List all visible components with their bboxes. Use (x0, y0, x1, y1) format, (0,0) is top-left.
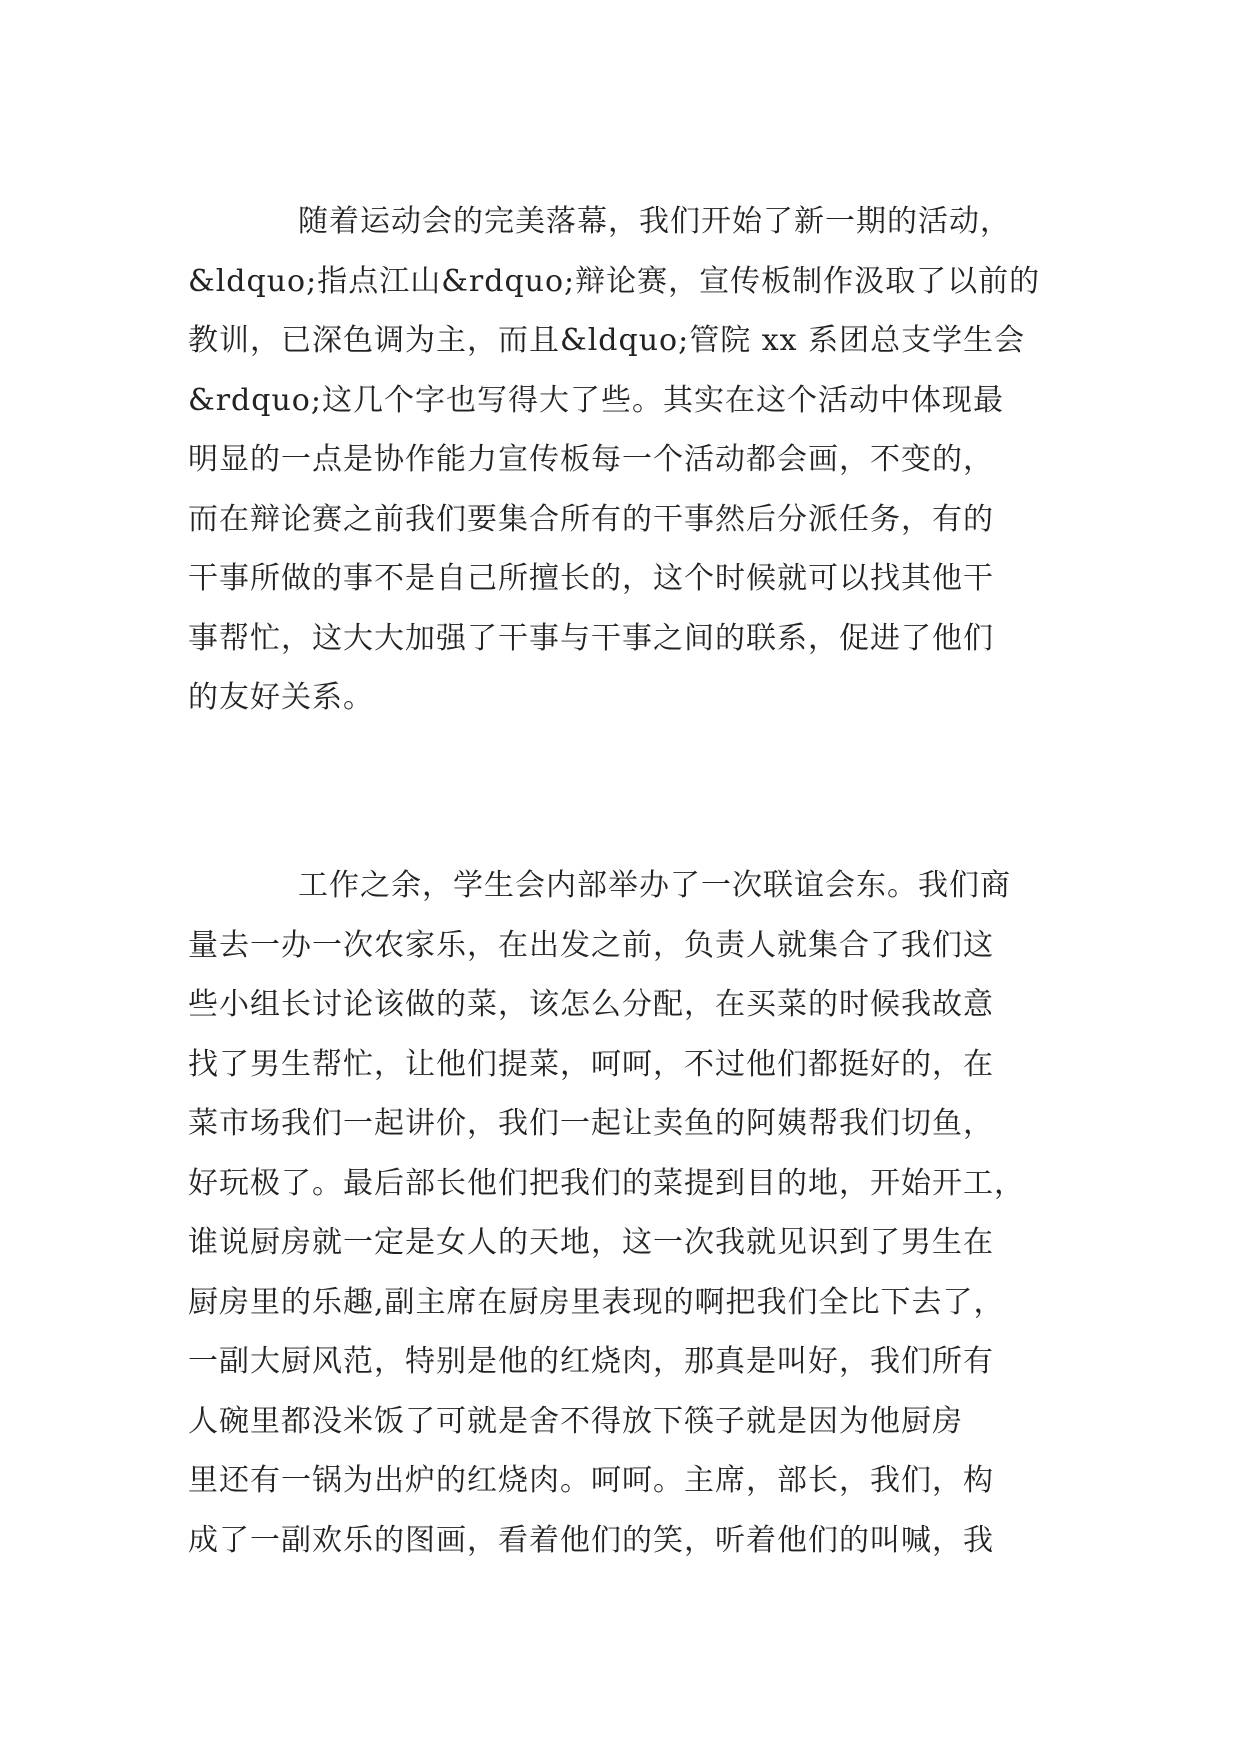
text-line: 而在辩论赛之前我们要集合所有的干事然后分派任务，有的 (188, 501, 994, 537)
text-line: 些小组长讨论该做的菜，该怎么分配，在买菜的时候我故意 (188, 987, 994, 1022)
text-line: 成了一副欢乐的图画，看着他们的笑，听着他们的叫喊，我 (188, 1522, 994, 1558)
text-line: 明显的一点是协作能力宣传板每一个活动都会画，不变的， (188, 442, 994, 477)
text-line: 找了男生帮忙，让他们提菜，呵呵，不过他们都挺好的，在 (188, 1046, 994, 1082)
text-line: 好玩极了。最后部长他们把我们的菜提到目的地，开始开工， (188, 1165, 1025, 1201)
text-line: 教训，已深色调为主，而且&ldquo;管院 xx 系团总支学生会 (188, 323, 1026, 358)
text-line: 的友好关系。 (188, 680, 374, 715)
text-line: 人碗里都没米饭了可就是舍不得放下筷子就是因为他厨房 (188, 1403, 963, 1439)
paragraph-social-gathering (188, 856, 1068, 1570)
text-line: 里还有一锅为出炉的红烧肉。呵呵。主席，部长，我们，构 (188, 1463, 994, 1498)
text-line: 事帮忙，这大大加强了干事与干事之间的联系，促进了他们 (188, 620, 994, 656)
paragraph-sports-meet (188, 192, 1068, 728)
text-line: 随着运动会的完美落幕，我们开始了新一期的活动， (298, 204, 1011, 239)
text-line: 干事所做的事不是自己所擅长的，这个时候就可以找其他干 (188, 561, 994, 596)
text-line: 菜市场我们一起讲价，我们一起让卖鱼的阿姨帮我们切鱼， (188, 1106, 994, 1141)
text-line: &rdquo;这几个字也写得大了些。其实在这个活动中体现最 (188, 382, 1004, 418)
text-line: 一副大厨风范，特别是他的红烧肉，那真是叫好，我们所有 (188, 1344, 994, 1379)
text-line: 厨房里的乐趣,副主席在厨房里表现的啊把我们全比下去了， (188, 1284, 1005, 1320)
text-line: 量去一办一次农家乐，在出发之前，负责人就集合了我们这 (188, 927, 994, 963)
text-line: 工作之余，学生会内部举办了一次联谊会东。我们商 (298, 868, 1011, 903)
text-line: 谁说厨房就一定是女人的天地，这一次我就见识到了男生在 (188, 1225, 994, 1260)
text-line: &ldquo;指点江山&rdquo;辩论赛，宣传板制作汲取了以前的 (188, 263, 1041, 299)
